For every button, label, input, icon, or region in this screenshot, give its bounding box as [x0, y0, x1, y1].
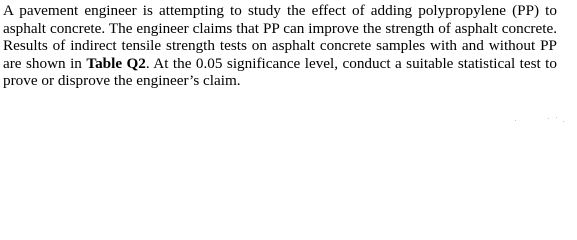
scan-artifact [548, 118, 549, 119]
scan-artifact [556, 117, 557, 118]
question-text-intro: A pavement engineer is attempting to study the effect of adding polypropylene (PP) to asphalt concrete. The engineer claims that PP can improve the strength of asphalt concrete. Results of indirect tensile strength tests on asphalt concrete samples with and without PP are shown in [3, 2, 557, 72]
scan-artifact [515, 120, 516, 121]
question-text-conclusion: . At the 0.05 significance level, conduct a suitable statistical test to prove or disprove the engineer’s claim. [3, 54, 557, 90]
question-paragraph [3, 2, 557, 90]
scan-artifact [563, 121, 564, 122]
table-reference: Table Q2 [86, 54, 146, 72]
